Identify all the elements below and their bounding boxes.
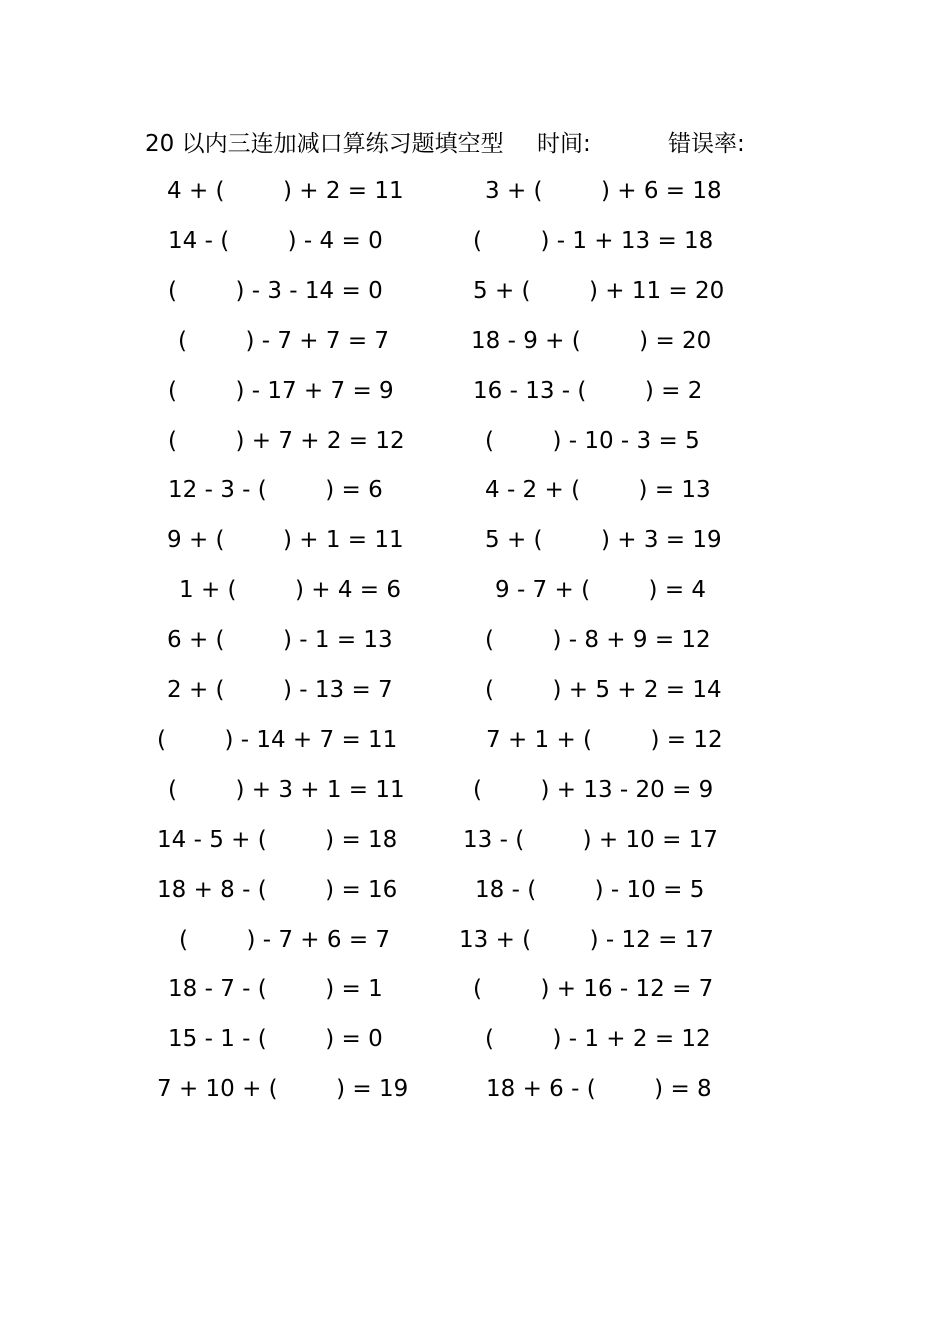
problem-left-1: 4 + ( ) + 2 = 11 <box>167 178 404 204</box>
problem-right-4: 18 - 9 + ( ) = 20 <box>471 328 712 354</box>
problem-left-12: ( ) - 14 + 7 = 11 <box>157 727 398 753</box>
problem-left-2: 14 - ( ) - 4 = 0 <box>168 228 383 254</box>
problem-right-6: ( ) - 10 - 3 = 5 <box>485 428 700 454</box>
problem-right-14: 13 - ( ) + 10 = 17 <box>463 827 718 853</box>
error-rate-label: 错误率: <box>668 131 745 157</box>
problem-right-15: 18 - ( ) - 10 = 5 <box>475 877 705 903</box>
problem-right-7: 4 - 2 + ( ) = 13 <box>485 477 711 503</box>
problem-right-10: ( ) - 8 + 9 = 12 <box>485 627 711 653</box>
problem-right-2: ( ) - 1 + 13 = 18 <box>473 228 714 254</box>
problem-left-5: ( ) - 17 + 7 = 9 <box>168 378 394 404</box>
problem-left-13: ( ) + 3 + 1 = 11 <box>168 777 405 803</box>
problem-left-17: 18 - 7 - ( ) = 1 <box>168 976 383 1002</box>
problem-left-10: 6 + ( ) - 1 = 13 <box>167 627 393 653</box>
problem-right-11: ( ) + 5 + 2 = 14 <box>485 677 722 703</box>
problem-left-11: 2 + ( ) - 13 = 7 <box>167 677 393 703</box>
problem-right-19: 18 + 6 - ( ) = 8 <box>486 1076 712 1102</box>
problem-right-3: 5 + ( ) + 11 = 20 <box>473 278 725 304</box>
problem-left-16: ( ) - 7 + 6 = 7 <box>179 927 391 953</box>
problem-left-15: 18 + 8 - ( ) = 16 <box>157 877 398 903</box>
problem-right-9: 9 - 7 + ( ) = 4 <box>495 577 707 603</box>
problem-right-17: ( ) + 16 - 12 = 7 <box>473 976 714 1002</box>
problem-left-14: 14 - 5 + ( ) = 18 <box>157 827 398 853</box>
worksheet-title: 20 以内三连加减口算练习题填空型 <box>145 131 504 157</box>
problem-right-5: 16 - 13 - ( ) = 2 <box>473 378 703 404</box>
problem-left-4: ( ) - 7 + 7 = 7 <box>178 328 390 354</box>
time-label: 时间: <box>537 131 591 157</box>
problem-left-19: 7 + 10 + ( ) = 19 <box>157 1076 409 1102</box>
problem-right-18: ( ) - 1 + 2 = 12 <box>485 1026 711 1052</box>
problem-left-9: 1 + ( ) + 4 = 6 <box>179 577 402 603</box>
problem-left-3: ( ) - 3 - 14 = 0 <box>168 278 383 304</box>
problem-right-13: ( ) + 13 - 20 = 9 <box>473 777 714 803</box>
problem-left-6: ( ) + 7 + 2 = 12 <box>168 428 405 454</box>
problem-left-18: 15 - 1 - ( ) = 0 <box>168 1026 383 1052</box>
problem-left-7: 12 - 3 - ( ) = 6 <box>168 477 383 503</box>
problem-right-16: 13 + ( ) - 12 = 17 <box>459 927 714 953</box>
problem-right-12: 7 + 1 + ( ) = 12 <box>486 727 723 753</box>
problem-right-8: 5 + ( ) + 3 = 19 <box>485 527 722 553</box>
problem-left-8: 9 + ( ) + 1 = 11 <box>167 527 404 553</box>
problem-right-1: 3 + ( ) + 6 = 18 <box>485 178 722 204</box>
